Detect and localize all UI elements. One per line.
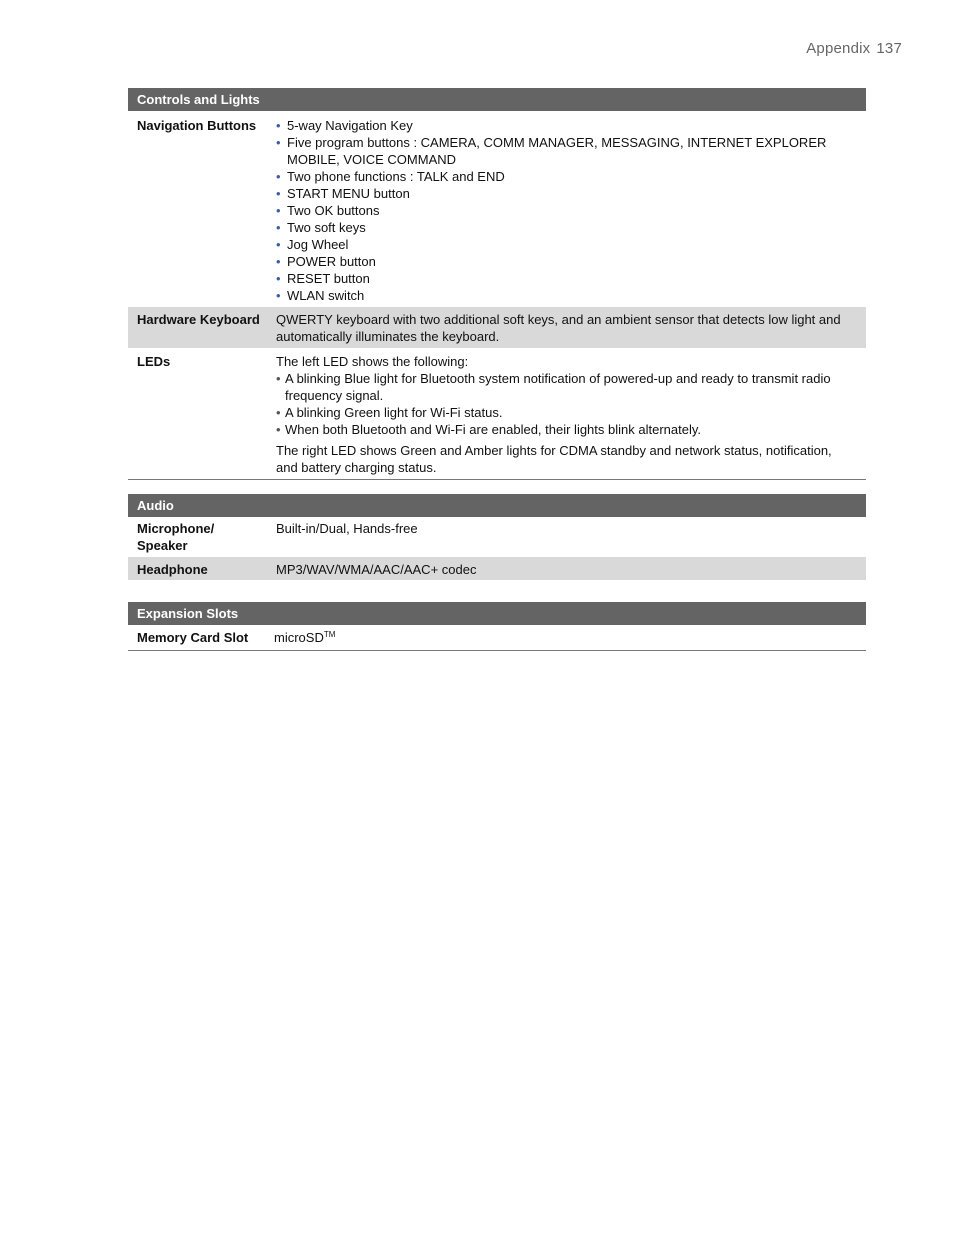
headphone-row	[128, 557, 866, 580]
leds-row	[128, 348, 866, 480]
microphone-row	[128, 517, 866, 557]
row-label-line: Speaker	[137, 538, 188, 553]
list-item: • Two phone functions : TALK and END	[276, 168, 852, 185]
row-content: MP3/WAV/WMA/AAC/AAC+ codec	[276, 562, 477, 577]
section-header-audio: Audio	[128, 494, 866, 517]
list-item: • WLAN switch	[276, 287, 852, 304]
row-label: Navigation Buttons	[137, 118, 257, 133]
row-label	[128, 520, 276, 554]
row-label: Headphone	[137, 562, 208, 577]
list-item: • When both Bluetooth and Wi-Fi are enabled, their lights blink alternately.	[276, 421, 852, 438]
list-item: • Two OK buttons	[276, 202, 852, 219]
list-item: • START MENU button	[276, 185, 852, 202]
row-label-line: Microphone/	[137, 521, 215, 536]
running-head-title: Appendix	[806, 40, 871, 57]
row-content	[274, 629, 866, 646]
leds-list	[276, 370, 852, 438]
section-header-expansion: Expansion Slots	[128, 602, 866, 625]
row-label: LEDs	[137, 354, 171, 369]
audio-section	[128, 494, 866, 580]
trademark-mark: TM	[323, 630, 336, 639]
memory-card-value: microSD	[274, 630, 324, 645]
row-label: Memory Card Slot	[137, 630, 249, 645]
leds-intro: The left LED shows the following:	[276, 354, 469, 369]
list-item: • A blinking Green light for Wi-Fi status.	[276, 404, 852, 421]
expansion-slots-section	[128, 602, 866, 651]
row-content: Built-in/Dual, Hands-free	[276, 521, 418, 536]
row-content: QWERTY keyboard with two additional soft keys, and an ambient sensor that detects low light and automatically illuminates the keyboard.	[276, 312, 841, 344]
row-content	[276, 353, 866, 476]
list-item: • Five program buttons : CAMERA, COMM MANAGER, MESSAGING, INTERNET EXPLORER MOBILE, VOICE COMMAND	[276, 134, 852, 168]
controls-and-lights-section	[128, 88, 866, 480]
list-item: • Two soft keys	[276, 219, 852, 236]
section-header-controls: Controls and Lights	[128, 88, 866, 111]
list-item: • 5-way Navigation Key	[276, 117, 852, 134]
list-item: • POWER button	[276, 253, 852, 270]
row-content	[276, 117, 866, 304]
row-label: Hardware Keyboard	[137, 312, 260, 327]
list-item: • A blinking Blue light for Bluetooth system notification of powered-up and ready to transmit radio frequency signal.	[276, 370, 852, 404]
memory-card-row	[128, 625, 866, 651]
navigation-buttons-list	[276, 117, 852, 304]
hardware-keyboard-row	[128, 307, 866, 348]
list-item: • Jog Wheel	[276, 236, 852, 253]
running-head	[806, 40, 902, 57]
list-item: • RESET button	[276, 270, 852, 287]
page-number: 137	[876, 40, 902, 57]
navigation-buttons-row	[128, 111, 866, 307]
leds-outro: The right LED shows Green and Amber lights for CDMA standby and network status, notification, and battery charging status.	[276, 443, 832, 475]
